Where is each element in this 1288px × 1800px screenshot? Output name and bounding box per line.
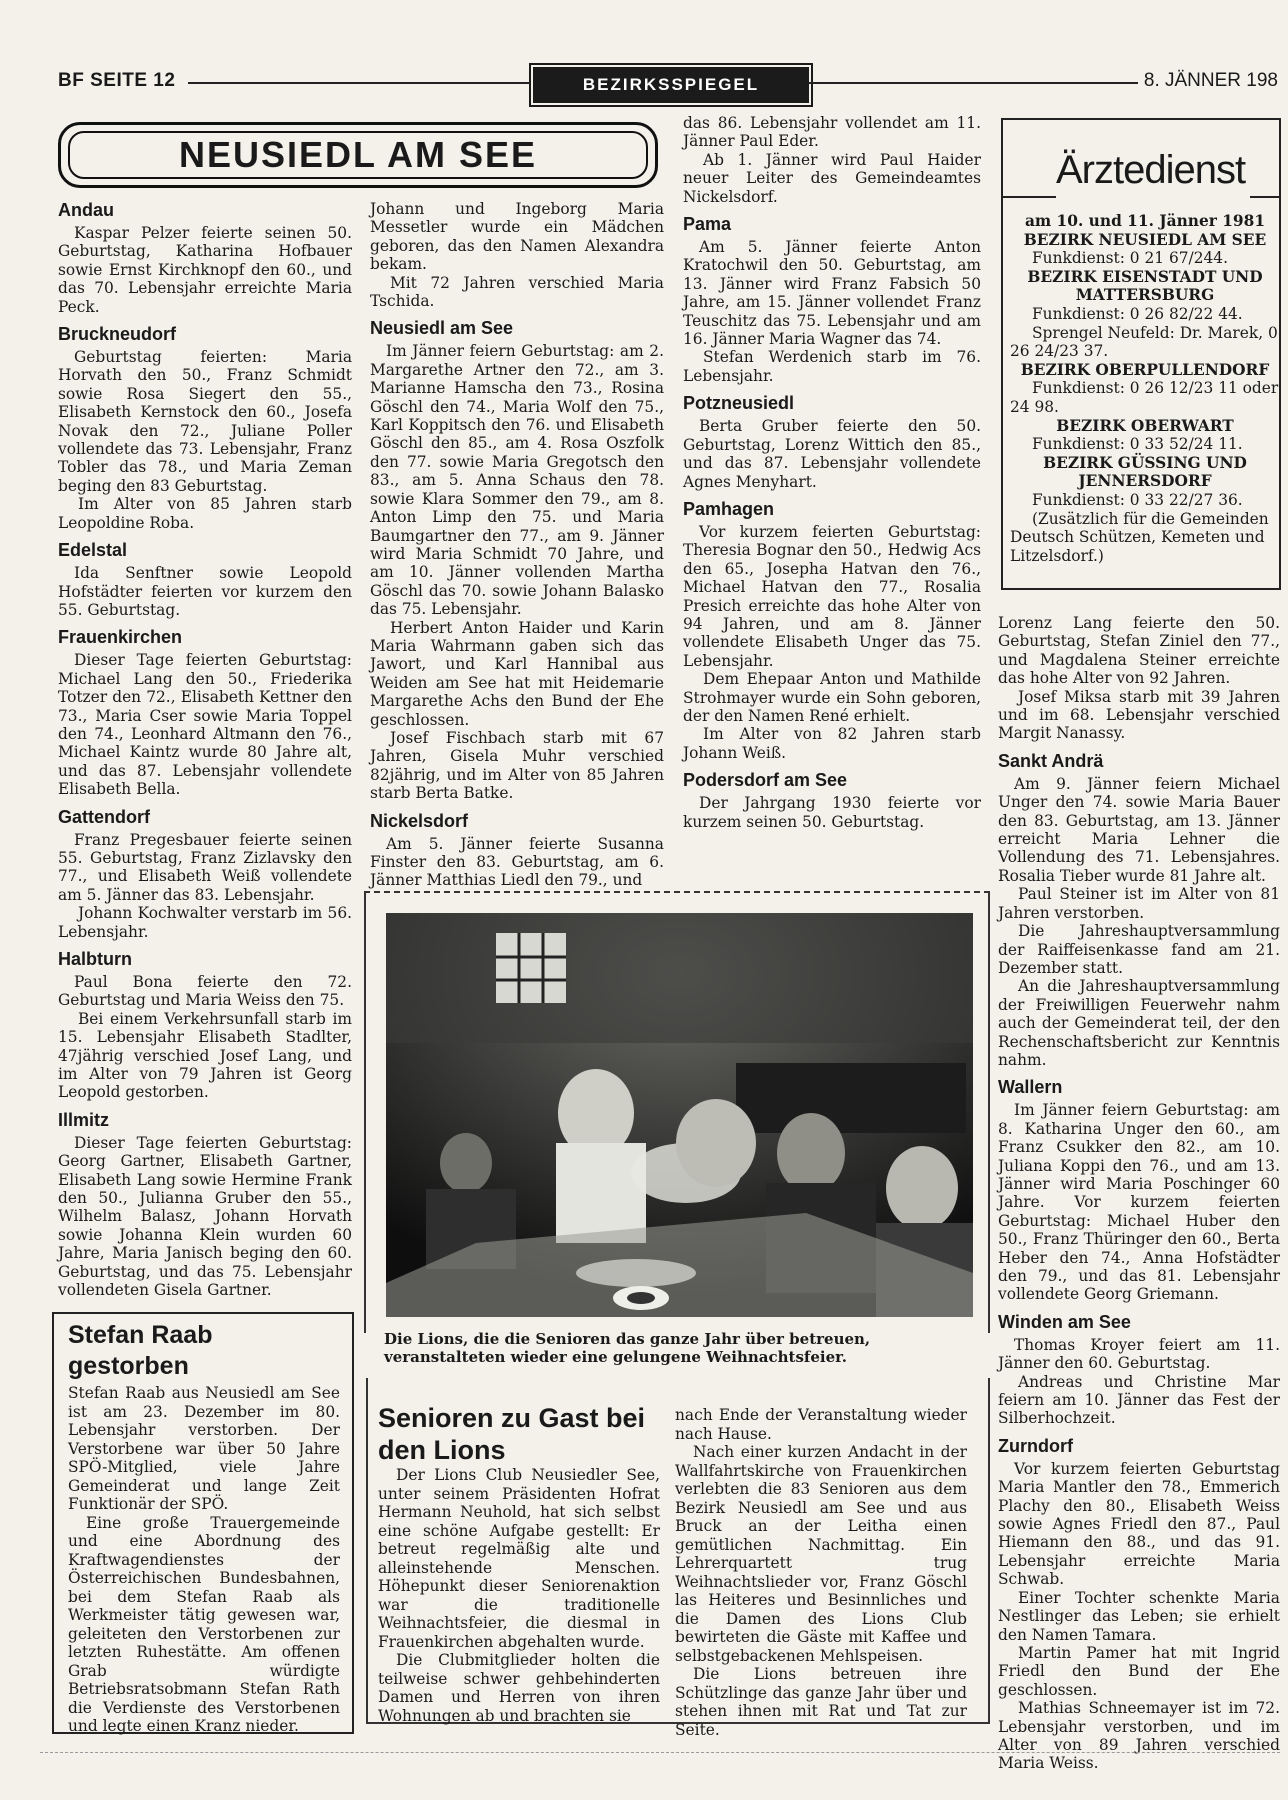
paragraph: Thomas Kroyer feiert am 11. Jänner den 60. Geburtstag. [998,1335,1280,1373]
doctor-service-list [1010,212,1280,565]
paragraph: Franz Pregesbauer feierte seinen 55. Geburtstag, Franz Zizlavsky den 77., und Elisabeth Weiß vollendete am 5. Jänner das 83. Lebensjahr. [58,830,352,904]
column-1 [58,200,352,1300]
paragraph: Die Clubmitglieder holten die teilweise schwer gehbehinderten Damen und Herren von ihren Wohnungen ab und brachten sie [378,1651,660,1725]
section-heading: Potzneusiedl [683,393,795,414]
paragraph: Lorenz Lang feierte den 50. Geburtstag, Stefan Ziniel den 77., und Magdalena Steiner erreichte das hohe Alter von 92 Jahren. [998,614,1280,688]
section-heading: Wallern [998,1077,1063,1098]
photo-illustration [386,913,973,1317]
district-title: NEUSIEDL AM SEE [68,131,648,179]
paragraph: Mit 72 Jahren verschied Maria Tschida. [370,273,664,311]
section-heading: Andau [58,200,114,220]
paragraph: Am 5. Jänner feierte Anton Kratochwil den 50. Geburtstag, am 13. Jänner wird Franz Fabsich 50 Jahre, am 15. Jänner vollendet Franz Teuschitz das 75. Lebensjahr und am 16. Jänner Maria Wagner das 74. [683,238,981,349]
section-heading: Sankt Andrä [998,750,1104,771]
obituary-text [68,1384,340,1736]
service-line: Sprengel Neufeld: Dr. Marek, 0 26 24/23 37. [1010,323,1278,361]
doctor-title-rule-right [1250,196,1281,198]
district-heading: BEZIRK NEUSIEDL AM SEE [1023,230,1267,249]
paragraph: Dem Ehepaar Anton und Mathilde Strohmayer wurde ein Sohn geboren, der den Namen René erhielt. [683,670,981,725]
paragraph: An die Jahreshauptversammlung der Freiwilligen Feuerwehr nahm auch der Gemeinderat teil, der den Rechenschaftsbericht zur Kenntnis nahm. [998,977,1280,1069]
paragraph: Vor kurzem feierten Geburtstag: Theresia Bognar den 50., Hedwig Acs den 65., Josepha Hatvan den 76., Michael Hatvan den 77., Rosalia Presich erreichte das hohe Alter von 94 Jahren, und am 8. Jänner vollendete Elisabeth Unger das 75. Lebensjahr. [683,522,981,670]
paragraph: Mathias Schneemayer ist im 72. Lebensjahr verstorben, und im Alter von 89 Jahren verschied Maria Weiss. [998,1699,1280,1773]
section-heading: Illmitz [58,1109,110,1130]
paragraph: Im Jänner feiern Geburtstag: am 2. Margarethe Artner den 72., am 3. Marianne Hamscha den 73., Rosina Göschl den 74., Maria Wolf den 75., Karl Koppitsch den 76. und Elisabeth Göschl den 85., am 4. Rosa Oszfolk den 77. sowie Maria Gregotsch den 83., am 5. Anna Schaus den 78. sowie Klara Sommer den 79., am 8. Anton Limp den 75. und Maria Baumgartner den 77., am 9. Jänner wird Maria Schmidt 70 Jahre, und am 10. Jänner vollenden Martha Göschl das 70. sowie Johann Balasko das 75. Lebensjahr. [370,342,664,619]
district-heading: am 10. und 11. Jänner 1981 [1024,212,1266,230]
section-heading: Winden am See [998,1311,1131,1332]
page-number: BF SEITE 12 [58,70,176,91]
paragraph: Im Jänner feiern Geburtstag: am 8. Katharina Unger den 60., am Franz Csukker den 82., am 10. Juliana Koppi den 76., und am 13. Jänner wird Maria Poschinger 60 Jahre. Vor kurzem feierten Geburtstag: Michael Huber den 50., Franz Thüringer den 60., Berta Heber den 74., Anna Hofstädter den 79., und das 81. Lebensjahr vollendete Georg Griemann. [998,1101,1280,1304]
column-3 [683,114,981,831]
paragraph: Der Lions Club Neusiedler See, unter seinem Präsidenten Hofrat Hermann Neuhold, hat sich selbst eine schöne Aufgabe gestellt: Er betreut regelmäßig alte und alleinstehende Menschen. Höhepunkt dieser Seniorenaktion war die traditionelle Weihnachtsfeier, die diesmal in Frauenkirchen abgehalten wurde. [378,1466,660,1651]
senioren-title: Senioren zu Gast bei den Lions [378,1403,646,1465]
section-heading: Podersdorf am See [683,770,848,791]
paragraph: Johann Kochwalter verstarb im 56. Lebensjahr. [58,904,352,941]
service-line: Funkdienst: 0 33 22/27 36. [1032,490,1243,509]
service-line: Funkdienst: 0 33 52/24 11. [1032,435,1243,454]
section-heading: Neusiedl am See [370,318,514,339]
paragraph: Herbert Anton Haider und Karin Maria Wahrmann gaben sich das Jawort, und Karl Hannibal aus Weiden am See hat mit Heidemarie Margarethe Achs den Bund der Ehe geschlossen. [370,618,664,729]
section-heading: Pama [683,214,732,235]
paragraph: Ida Senftner sowie Leopold Hofstädter feierten vor kurzem den 55. Geburtstag. [58,564,352,619]
section-heading: Gattendorf [58,806,150,827]
section-heading: Nickelsdorf [370,810,469,831]
paragraph: Bei einem Verkehrsunfall starb im 15. Lebensjahr Elisabeth Stadlter, 47jährig verschied Josef Lang, und im Alter von 79 Jahren ist Georg Leopold gestorben. [58,1009,352,1102]
issue-date: 8. JÄNNER 198 [1143,70,1278,91]
section-heading: Pamhagen [683,498,775,519]
section-heading: Edelstal [58,540,128,561]
doctor-title-rule-left [1001,196,1056,198]
obituary-title: Stefan Raab gestorben [68,1321,213,1380]
paragraph: Josef Fischbach starb mit 67 Jahren, Gisela Muhr verschied 82jährig, und im Alter von 85 Jahren starb Berta Batke. [370,728,664,803]
section-heading: Frauenkirchen [58,627,183,648]
district-title-box [58,122,658,188]
lions-christmas-photo [386,913,973,1317]
section-heading: Bruckneudorf [58,324,177,345]
paragraph: Paul Bona feierte den 72. Geburtstag und Maria Weiss den 75. [58,973,352,1010]
paragraph: nach Ende der Veranstaltung wieder nach Hause. [675,1406,967,1443]
senioren-column-1 [378,1466,660,1725]
paragraph: Stefan Werdenich starb im 76. Lebensjahr. [683,348,981,385]
district-heading: BEZIRK OBERPULLENDORF [1020,360,1270,379]
section-heading: Zurndorf [998,1435,1073,1456]
service-line: Funkdienst: 0 26 12/23 11 oder 24 98. [1010,379,1279,416]
paragraph: Die Lions betreuen ihre Schützlinge das ganze Jahr über und stehen ihnen mit Rat und Tat zur Seite. [675,1665,967,1739]
column-4 [998,614,1280,1773]
service-line: (Zusätzlich für die Gemeinden Deutsch Schützen, Kemeten und Litzelsdorf.) [1010,509,1269,565]
paragraph: Berta Gruber feierte den 50. Geburtstag, Lorenz Wittich den 85., und das 87. Lebensjahr vollendete Agnes Menyhart. [683,417,981,491]
paragraph: Nach einer kurzen Andacht in der Wallfahrtskirche von Frauenkirchen verlebten die 83 Senioren aus dem Bezirk Neusiedl am See und aus Bruck an der Leitha einen gemütlichen Nachmittag. Ein Lehrerquartett trug Weihnachtslieder vor, Franz Göschl las Heiteres und Besinnliches und die Damen des Lions Club bewirteten die Gäste mit Kaffee und selbstgebackenen Mehlspeisen. [675,1443,967,1665]
paragraph: Stefan Raab aus Neusiedl am See ist am 23. Dezember im 80. Lebensjahr verstorben. Der Verstorbene war über 50 Jahre SPÖ-Mitglied, viele Jahre Gemeinderat und lange Zeit Funktionär der SPÖ. [68,1384,340,1513]
paragraph: Geburtstag feierten: Maria Horvath den 50., Franz Schmidt sowie Rosa Siegert den 55., Elisabeth Kernstock den 60., Josefa Novak den 72., Juliane Poller vollendete das 73. Lebensjahr, Franz Tobler das 78., und Maria Zeman beging den 83 Geburtstag. [58,348,352,495]
paragraph: Paul Steiner ist im Alter von 81 Jahren verstorben. [998,885,1280,922]
service-line: Funkdienst: 0 26 82/22 44. [1032,304,1243,323]
district-heading: BEZIRK GÜSSING UND JENNERSDORF [1043,453,1247,491]
paragraph: Dieser Tage feierten Geburtstag: Michael Lang den 50., Friederika Totzer den 72., Elisabeth Kettner den 73., Maria Cser sowie Maria Toppel den 74., Leonhard Altmann den 76., Michael Kaintz wurde 80 Jahre alt, und das 87. Lebensjahr vollendete Elisabeth Bella. [58,651,352,799]
doctor-service-title: Ärztedienst [1056,148,1246,192]
service-line: Funkdienst: 0 21 67/244. [1032,249,1228,268]
paragraph: Der Jahrgang 1930 feierte vor kurzem seinen 50. Geburtstag. [683,794,981,831]
column-2 [370,200,664,890]
paragraph: Am 9. Jänner feiern Michael Unger den 74. sowie Maria Bauer den 83. Geburtstag, am 13. Jänner erreicht Maria Lehner die Vollendung des 71. Lebensjahres. Rosalia Tieber wurde 81 Jahre alt. [998,774,1280,885]
paragraph: Am 5. Jänner feierte Susanna Finster den 83. Geburtstag, am 6. Jänner Matthias Liedl den 79., und [370,834,664,890]
paragraph: Vor kurzem feierten Geburtstag Maria Mantler den 78., Emmerich Plachy den 80., Elisabeth Weiss sowie Agnes Friedl den 87., Paul Hiemann den 88., und das 91. Lebensjahr erreichte Maria Schwab. [998,1459,1280,1589]
paragraph: Die Jahreshauptversammlung der Raiffeisenkasse fand am 21. Dezember statt. [998,922,1280,977]
photo-caption: Die Lions, die die Senioren das ganze Jahr über betreuen, veranstalteten wieder eine gelungene Weihnachtsfeier. [384,1330,871,1366]
paragraph: Martin Pamer hat mit Ingrid Friedl den Bund der Ehe geschlossen. [998,1643,1280,1699]
paragraph: das 86. Lebensjahr vollendet am 11. Jänner Paul Eder. [683,114,981,151]
header-rule-left [188,82,530,84]
paragraph: Einer Tochter schenkte Maria Nestlinger das Leben; sie erhielt den Namen Tamara. [998,1588,1280,1644]
paragraph: Josef Miksa starb mit 39 Jahren und im 68. Lebensjahr verschied Margit Nanassy. [998,687,1280,743]
paragraph: Im Alter von 82 Jahren starb Johann Weiß. [683,725,981,762]
paragraph: Dieser Tage feierten Geburtstag: Georg Gartner, Elisabeth Gartner, Elisabeth Lang sowie Hermine Frank den 50., Julianna Gruber den 55., Wilhelm Balasz, Johann Horvath sowie Johanna Klein wurden 60 Jahre, Maria Janisch beging den 60. Geburtstag, und das 75. Lebensjahr vollendeten Gisela Gartner. [58,1133,352,1300]
paragraph: Im Alter von 85 Jahren starb Leopoldine Roba. [58,495,352,532]
bottom-rule [40,1752,1280,1753]
district-heading: BEZIRK OBERWART [1056,416,1234,435]
section-banner: BEZIRKSSPIEGEL [533,67,809,103]
paragraph: Kaspar Pelzer feierte seinen 50. Geburtstag, Katharina Hofbauer sowie Ernst Kirchknopf den 60., und das 70. Lebensjahr erreichte Maria Peck. [58,224,352,316]
paragraph: Ab 1. Jänner wird Paul Haider neuer Leiter des Gemeindeamtes Nickelsdorf. [683,150,981,206]
paragraph: Johann und Ingeborg Maria Messetler wurde ein Mädchen geboren, das den Namen Alexandra bekam. [370,200,664,274]
senioren-column-2 [675,1406,967,1739]
paragraph: Eine große Trauergemeinde und eine Abordnung des Kraftwagendienstes der Österreichischen Bundesbahnen, bei dem Stefan Raab als Werkmeister tätig gewesen war, geleiteten den Verstorbenen zur letzten Ruhestätte. Am offenen Grab würdigte Betriebsratsobmann Stefan Rath die Verdienste des Verstorbenen und legte einen Kranz nieder. [68,1513,340,1735]
header-rule-right [808,82,1138,84]
paragraph: Andreas und Christine Mar feiern am 10. Jänner das Fest der Silberhochzeit. [998,1372,1280,1428]
district-heading: BEZIRK EISENSTADT UND MATTERSBURG [1027,267,1263,305]
section-heading: Halbturn [58,949,132,969]
